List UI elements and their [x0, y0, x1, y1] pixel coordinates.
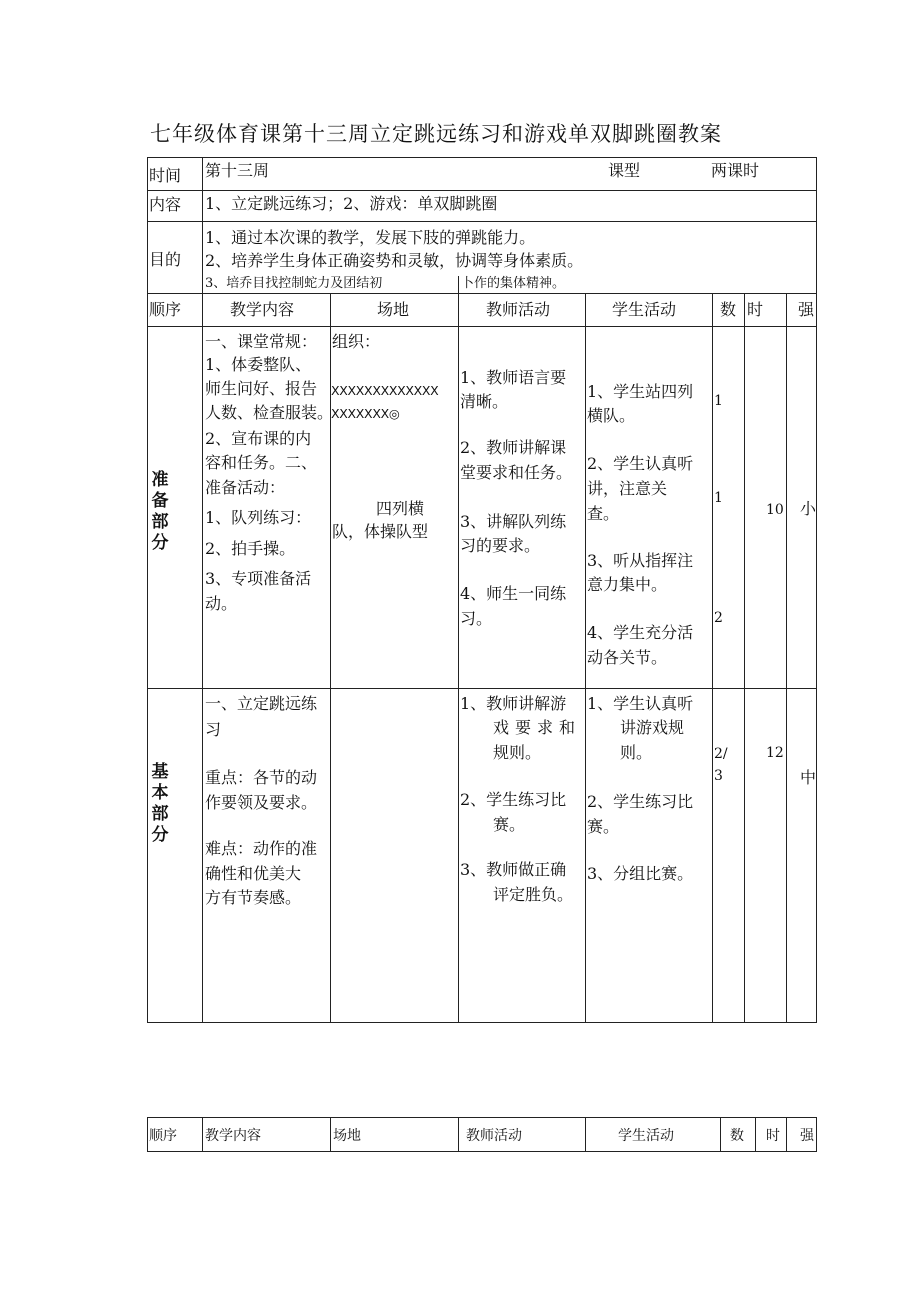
time-label: 时间: [149, 166, 182, 185]
teacher-line: 堂要求和任务。: [460, 463, 573, 482]
basic-intensity: 中: [800, 768, 817, 787]
student-line: 讲，注意关: [587, 479, 668, 498]
content-label: 内容: [149, 195, 182, 214]
teacher-line: 戏要求和: [493, 718, 582, 737]
section-label-char: 分: [151, 533, 169, 553]
teacher-line: 3、讲解队列练: [460, 512, 567, 531]
content-value: 1、立定跳远练习；2、游戏：单双脚跳圈: [205, 194, 498, 213]
content-line: 难点：动作的准: [205, 839, 318, 858]
student-line: 2、学生认真听: [587, 454, 694, 473]
table-row-divider: [147, 326, 817, 327]
teacher-line: 1、教师讲解游: [460, 694, 567, 713]
content-line: 确性和优美大: [205, 864, 302, 883]
student-line: 2、学生练习比: [587, 792, 694, 811]
teacher-line: 规则。: [493, 743, 542, 762]
header-count: 数: [720, 300, 737, 319]
content-line: 2、拍手操。: [205, 539, 296, 558]
student-line: 讲游戏规: [620, 718, 685, 737]
header-time: 时: [766, 1128, 780, 1144]
table-border-top: [147, 1117, 817, 1118]
table-border-left: [147, 1117, 148, 1152]
content-line: 一、课堂常规：: [205, 332, 318, 351]
content-line: 师生问好、报告: [205, 379, 318, 398]
section-label-char: 部: [151, 804, 169, 824]
table-col-divider: [744, 293, 745, 1023]
student-line: 3、听从指挥注: [587, 551, 694, 570]
table-row-divider: [147, 190, 817, 191]
header-order: 顺序: [149, 300, 182, 319]
header-teacher: 教师活动: [486, 300, 551, 319]
teacher-line: 2、学生练习比: [460, 790, 567, 809]
student-line: 则。: [620, 743, 653, 762]
lesson-type-label: 课型: [608, 161, 641, 180]
content-line: 1、体委整队、: [205, 355, 312, 374]
table-col-divider: [458, 293, 459, 1023]
content-line: 方有节奏感。: [205, 888, 302, 907]
header-venue: 场地: [333, 1128, 361, 1144]
table-col-divider: [720, 1117, 721, 1152]
section-label-char: 准: [151, 470, 169, 490]
goal-label: 目的: [149, 250, 182, 269]
venue-formation-row: XXXXXXX◎: [331, 406, 400, 421]
goal-item: 卜作的集体精神。: [461, 276, 566, 291]
goal-row-divider: [458, 276, 459, 293]
header-venue: 场地: [377, 300, 410, 319]
teacher-line: 3、教师做正确: [460, 860, 567, 879]
student-line: 1、学生认真听: [587, 694, 694, 713]
header-order: 顺序: [149, 1128, 177, 1144]
content-line: 3、专项准备活: [205, 569, 312, 588]
student-line: 1、学生站四列: [587, 382, 694, 401]
teacher-line: 2、教师讲解课: [460, 438, 567, 457]
table-border-bottom: [147, 1022, 817, 1023]
content-line: 作要领及要求。: [205, 793, 318, 812]
content-line: 2、宣布课的内: [205, 429, 312, 448]
student-line: 意力集中。: [587, 575, 668, 594]
teacher-line: 习。: [460, 609, 493, 628]
header-teacher: 教师活动: [466, 1128, 522, 1144]
content-line: 1、队列练习：: [205, 508, 312, 527]
section-label-char: 本: [151, 783, 169, 803]
teacher-line: 清晰。: [460, 392, 509, 411]
section-label-char: 备: [151, 491, 169, 511]
table-row-divider: [147, 688, 817, 689]
table-col-divider: [585, 293, 586, 1023]
basic-count: 3: [714, 768, 723, 784]
teacher-line: 评定胜负。: [493, 885, 574, 904]
header-count: 数: [730, 1128, 744, 1144]
header-content: 教学内容: [205, 1128, 261, 1144]
student-line: 横队。: [587, 406, 636, 425]
lesson-type-value: 两课时: [711, 161, 760, 180]
document-title: 七年级体育课第十三周立定跳远练习和游戏单双脚跳圈教案: [150, 122, 722, 146]
header-intensity: 强: [800, 1128, 814, 1144]
header-student: 学生活动: [618, 1128, 674, 1144]
header-time: 时: [747, 300, 764, 319]
header-content: 教学内容: [230, 300, 295, 319]
table-border-left: [147, 157, 148, 1023]
student-line: 赛。: [587, 817, 620, 836]
table-border-bottom: [147, 1151, 817, 1152]
teacher-line: 赛。: [493, 815, 526, 834]
venue-org: 组织：: [332, 332, 381, 351]
teacher-line: 4、师生一同练: [460, 584, 567, 603]
time-value: 第十三周: [205, 161, 270, 180]
table-col-divider: [786, 1117, 787, 1152]
student-line: 查。: [587, 504, 620, 523]
header-student: 学生活动: [612, 300, 677, 319]
content-line: 容和任务。二、: [205, 453, 318, 472]
table-col-divider: [755, 1117, 756, 1152]
venue-formation-text: 四列横: [376, 499, 425, 518]
prep-count: 2: [714, 610, 723, 626]
goal-item: 3、培乔目找控制蛇力及团结初: [205, 276, 383, 291]
student-line: 4、学生充分活: [587, 623, 694, 642]
table-col-divider: [786, 293, 787, 1023]
goal-item: 1、通过本次课的教学，发展下肢的弹跳能力。: [205, 228, 536, 247]
content-line: 习: [205, 720, 222, 739]
table-col-divider: [458, 1117, 459, 1152]
table-col-divider: [202, 1117, 203, 1152]
content-line: 准备活动：: [205, 478, 286, 497]
content-line: 重点：各节的动: [205, 768, 318, 787]
table-col-divider: [202, 157, 203, 1023]
teacher-line: 1、教师语言要: [460, 368, 567, 387]
table-row-divider: [147, 221, 817, 222]
content-line: 动。: [205, 594, 238, 613]
content-line: 人数、检查服装。: [205, 403, 334, 422]
student-line: 3、分组比赛。: [587, 864, 694, 883]
table-border-right: [816, 1117, 817, 1152]
venue-formation-row: XXXXXXXXXXXXX: [331, 383, 439, 398]
section-label-char: 基: [151, 762, 169, 782]
table-col-divider: [330, 1117, 331, 1152]
basic-time: 12: [766, 745, 784, 761]
prep-time: 10: [766, 502, 784, 518]
student-line: 动各关节。: [587, 648, 668, 667]
goal-item: 2、培养学生身体正确姿势和灵敏，协调等身体素质。: [205, 251, 584, 270]
basic-count: 2/: [714, 746, 728, 762]
teacher-line: 习的要求。: [460, 536, 541, 555]
section-label-char: 部: [151, 512, 169, 532]
section-label-char: 分: [151, 825, 169, 845]
table-col-divider: [585, 1117, 586, 1152]
table-border-right: [816, 157, 817, 1023]
header-intensity: 强: [798, 300, 815, 319]
table-row-divider: [147, 293, 817, 294]
venue-formation-text: 队，体操队型: [332, 522, 429, 541]
prep-count: 1: [714, 490, 723, 506]
prep-count: 1: [714, 393, 723, 409]
table-border-top: [147, 157, 817, 158]
table-col-divider: [712, 293, 713, 1023]
prep-intensity: 小: [800, 499, 817, 518]
content-line: 一、立定跳远练: [205, 694, 318, 713]
